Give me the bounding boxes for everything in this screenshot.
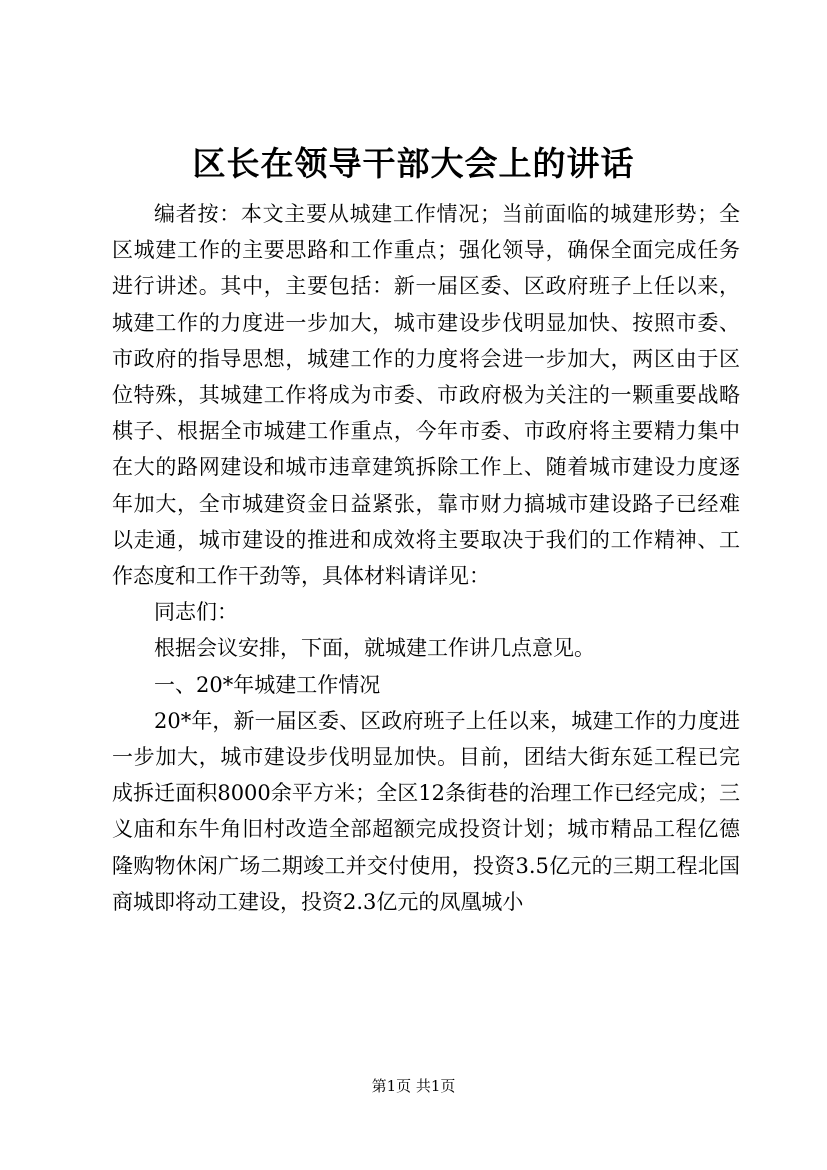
paragraph-intro: 根据会议安排，下面，就城建工作讲几点意见。 [154,636,595,661]
paragraph-greeting: 同志们： [154,600,238,625]
paragraph-section-1: 20*年，新一届区委、区政府班子上任以来，城建工作的力度进一步加大，城市建设步伐明显加快。目前，团结大街东延工程已完成拆迁面积8000余平方米；全区12条街巷的治理工作已经完成；三义庙和东牛角旧村改造全部超额完成投资计划；城市精品工程亿德隆购物休闲广场二期竣工并交付使用，投资3.5亿元的三期工程北国商城即将动工建设，投资2.3亿元的凤凰城小 [112,708,740,914]
document-title: 区长在领导干部大会上的讲话 [192,144,635,183]
section-heading: 一、20*年城建工作情况 [154,672,381,697]
document-body [112,196,740,920]
paragraph-editor-note: 编者按：本文主要从城建工作情况；当前面临的城建形势；全区城建工作的主要思路和工作重点；强化领导，确保全面完成任务进行讲述。其中，主要包括：新一届区委、区政府班子上任以来，城建工作的力度进一步加大，城市建设步伐明显加快、按照市委、市政府的指导思想，城建工作的力度将会进一步加大，两区由于区位特殊，其城建工作将成为市委、市政府极为关注的一颗重要战略棋子、根据全市城建工作重点，今年市委、市政府将主要精力集中在大的路网建设和城市违章建筑拆除工作上、随着城市建设力度逐年加大，全市城建资金日益紧张，靠市财力搞城市建设路子已经难以走通，城市建设的推进和成效将主要取决于我们的工作精神、工作态度和工作干劲等，具体材料请详见： [112,202,740,589]
page-number: 第1页 共1页 [371,1077,456,1095]
